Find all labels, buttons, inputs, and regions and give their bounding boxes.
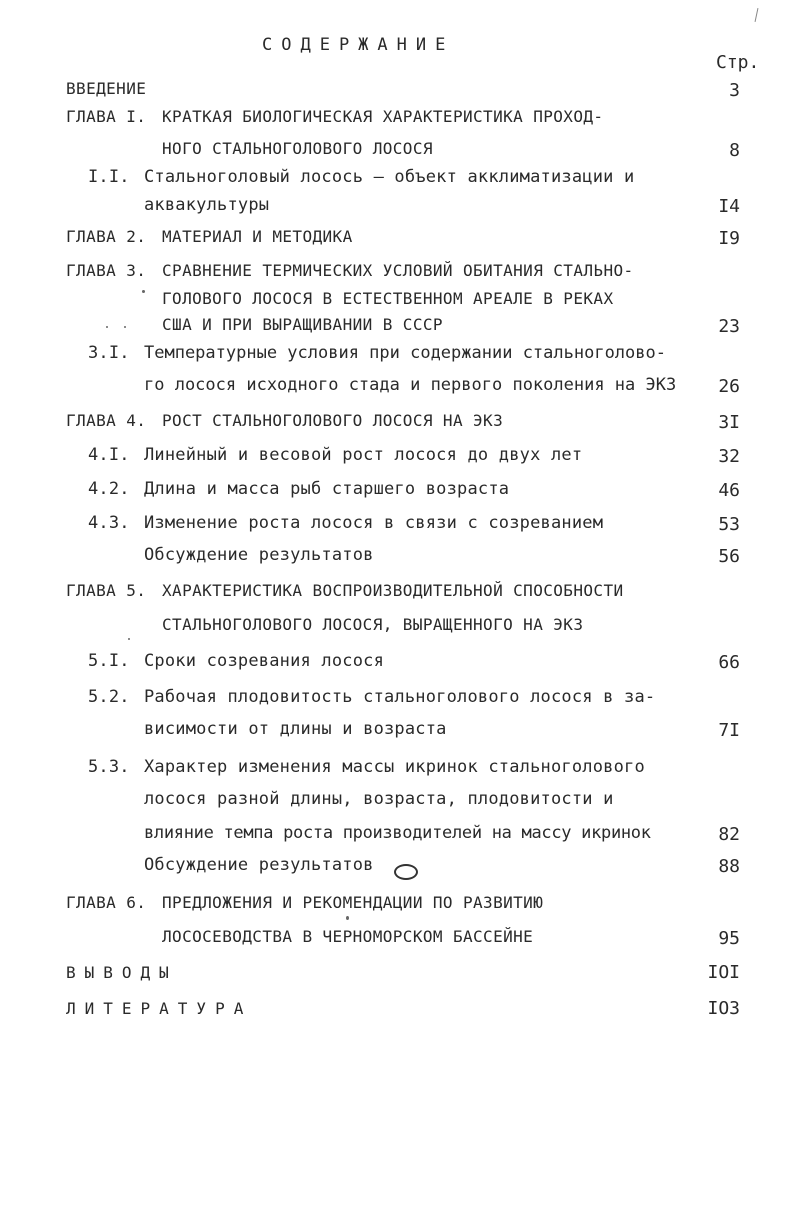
toc-entry-number: ГЛАВА 2. [66, 227, 147, 246]
toc-page-number: 56 [718, 546, 740, 567]
toc-entry-title: Обсуждение результатов [144, 855, 374, 875]
toc-entry-title-continued: аквакультуры [144, 195, 270, 215]
toc-page-number: IOI [707, 962, 740, 983]
scan-speck [124, 326, 126, 328]
toc-entry-title: Стальноголовый лосось – объект акклиматизации и [144, 167, 635, 187]
page-column-header: Стр. [716, 52, 760, 73]
toc-entry-title: Температурные условия при содержании стальноголово- [144, 343, 666, 363]
toc-page-number: 7I [718, 720, 740, 741]
toc-entry-number: I.I. [88, 167, 130, 187]
toc-entry-title: Обсуждение результатов [144, 545, 374, 565]
toc-entry-title: ПРЕДЛОЖЕНИЯ И РЕКОМЕНДАЦИИ ПО РАЗВИТИЮ [162, 893, 544, 912]
toc-entry-title-continued: США И ПРИ ВЫРАЩИВАНИИ В СССР [162, 315, 443, 334]
toc-entry-title-continued: лосося разной длины, возраста, плодовитости и [144, 789, 614, 809]
toc-entry-number: ГЛАВА 3. [66, 261, 147, 280]
toc-entry-title-continued: го лосося исходного стада и первого поколения на ЭКЗ [144, 375, 677, 395]
toc-page-number: 26 [718, 376, 740, 397]
toc-entry-title: ВВЕДЕНИЕ [66, 79, 147, 98]
toc-page-number: 95 [718, 928, 740, 949]
toc-entry-title: ХАРАКТЕРИСТИКА ВОСПРОИЗВОДИТЕЛЬНОЙ СПОСОБНОСТИ [162, 581, 624, 600]
toc-entry-title-continued: СТАЛЬНОГОЛОВОГО ЛОСОСЯ, ВЫРАЩЕННОГО НА ЭКЗ [162, 615, 584, 634]
ink-circle-mark [394, 864, 418, 880]
toc-page-number: 53 [718, 514, 740, 535]
toc-page-number: 46 [718, 480, 740, 501]
toc-entry-number: ГЛАВА 5. [66, 581, 147, 600]
toc-page-number: 66 [718, 652, 740, 673]
scan-speck [346, 916, 349, 920]
toc-page-number: 32 [718, 446, 740, 467]
toc-page-number: I9 [718, 228, 740, 249]
toc-entry-title: ЛИТЕРАТУРА [66, 999, 253, 1018]
toc-entry-title: РОСТ СТАЛЬНОГОЛОВОГО ЛОСОСЯ НА ЭКЗ [162, 411, 504, 430]
toc-entry-title: Сроки созревания лосося [144, 651, 385, 671]
scan-speck [106, 326, 108, 328]
toc-entry-title-continued: ГОЛОВОГО ЛОСОСЯ В ЕСТЕСТВЕННОМ АРЕАЛЕ В РЕКАХ [162, 289, 614, 308]
toc-entry-title-continued: висимости от длины и возраста [144, 719, 447, 739]
scan-speck [142, 290, 145, 293]
toc-entry-number: 4.3. [88, 513, 130, 533]
toc-page-number: 3I [718, 412, 740, 433]
toc-entry-number: ГЛАВА I. [66, 107, 147, 126]
toc-page-number: 23 [718, 316, 740, 337]
toc-page-number: 88 [718, 856, 740, 877]
toc-entry-number: ГЛАВА 4. [66, 411, 147, 430]
toc-entry-number: 5.2. [88, 687, 130, 707]
toc-page-number: 3 [729, 80, 740, 101]
toc-entry-number: 5.I. [88, 651, 130, 671]
toc-entry-number: 4.2. [88, 479, 130, 499]
toc-entry-title: Длина и масса рыб старшего возраста [144, 479, 510, 499]
scan-speck [128, 638, 130, 640]
toc-entry-number: 3.I. [88, 343, 130, 363]
toc-page-number: IO3 [707, 998, 740, 1019]
toc-entry-title: Рабочая плодовитость стальноголового лосося в за- [144, 687, 656, 707]
toc-entry-number: 5.3. [88, 757, 130, 777]
toc-page-number: 82 [718, 824, 740, 845]
toc-page-number: 8 [729, 140, 740, 161]
page-title: СОДЕРЖАНИЕ [262, 35, 455, 55]
toc-entry-title-continued: НОГО СТАЛЬНОГОЛОВОГО ЛОСОСЯ [162, 139, 433, 158]
toc-entry-title: Характер изменения массы икринок стальноголового [144, 757, 645, 777]
toc-entry-title-continued: ЛОСОСЕВОДСТВА В ЧЕРНОМОРСКОМ БАССЕЙНЕ [162, 927, 534, 946]
toc-entry-number: 4.I. [88, 445, 130, 465]
toc-page-number: I4 [718, 196, 740, 217]
toc-entry-title: КРАТКАЯ БИОЛОГИЧЕСКАЯ ХАРАКТЕРИСТИКА ПРОХОД- [162, 107, 604, 126]
toc-entry-title: МАТЕРИАЛ И МЕТОДИКА [162, 227, 353, 246]
toc-entry-number: ГЛАВА 6. [66, 893, 147, 912]
scan-margin-mark [755, 8, 759, 22]
toc-entry-title-continued: влияние темпа роста производителей на массу икринок [144, 823, 651, 843]
toc-entry-title: ВЫВОДЫ [66, 963, 178, 982]
toc-entry-title: Изменение роста лосося в связи с созреванием [144, 513, 604, 533]
toc-entry-title: Линейный и весовой рост лосося до двух лет [144, 445, 583, 465]
toc-entry-title: СРАВНЕНИЕ ТЕРМИЧЕСКИХ УСЛОВИЙ ОБИТАНИЯ СТАЛЬНО- [162, 261, 634, 280]
